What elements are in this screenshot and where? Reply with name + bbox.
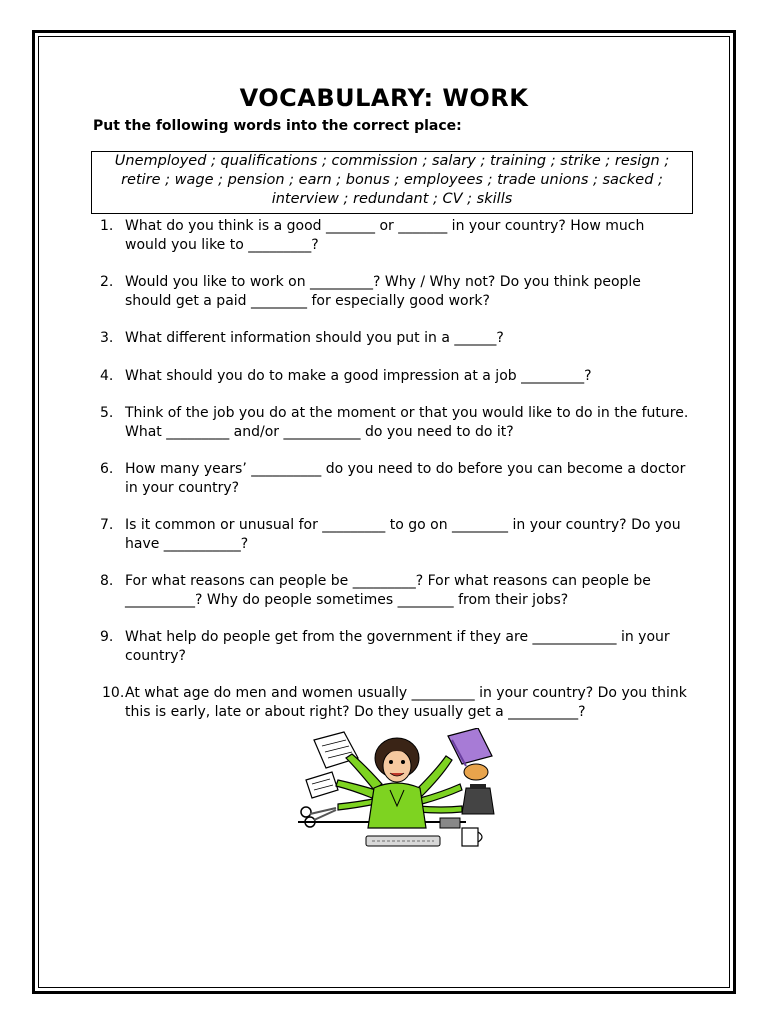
question-item	[100, 329, 690, 348]
question-text: What should you do to make a good impression at a job _________?	[125, 367, 592, 384]
page-title: VOCABULARY: WORK	[239, 84, 529, 112]
question-item	[100, 516, 690, 553]
question-number: 1.	[100, 218, 114, 234]
question-text: What different information should you put in a ______?	[125, 330, 504, 346]
cup-icon	[462, 828, 482, 846]
question-number: 6.	[100, 461, 114, 477]
keyboard-icon	[366, 836, 440, 846]
worker-head	[375, 738, 419, 782]
question-list	[100, 217, 690, 721]
question-item	[100, 217, 690, 254]
folder-icon	[448, 728, 492, 766]
phone-icon	[440, 818, 460, 828]
question-text: What help do people get from the government if they are ____________ in your country?	[125, 629, 670, 664]
question-number: 2.	[100, 274, 114, 290]
question-item	[100, 460, 690, 497]
question-number: 3.	[100, 330, 114, 346]
question-text: Think of the job you do at the moment or that you would like to do in the future. What _________ and/or ___________ do you need to do it?	[125, 405, 689, 440]
document-icon	[306, 772, 338, 798]
question-item	[100, 404, 690, 441]
question-item	[100, 684, 690, 721]
question-text: How many years’ __________ do you need to do before you can become a doctor in your country?	[125, 461, 686, 496]
question-number: 7.	[100, 517, 114, 533]
question-number: 5.	[100, 405, 114, 421]
question-text: Would you like to work on _________? Why / Why not? Do you think people should get a paid ________ for especially good work?	[125, 274, 641, 309]
question-item	[100, 367, 690, 386]
instruction-text: Put the following words into the correct place:	[93, 118, 462, 134]
question-text: At what age do men and women usually _________ in your country? Do you think this is early, late or about right? Do they usually get a __________?	[125, 685, 687, 720]
question-item	[100, 628, 690, 665]
question-item	[100, 572, 690, 609]
question-number: 4.	[100, 367, 114, 384]
question-text: What do you think is a good _______ or _______ in your country? How much would you like to _________?	[125, 218, 645, 253]
word-box-line: Unemployed ; qualifications ; commission ; salary ; training ; strike ; resign ;	[114, 153, 670, 169]
food-icon	[464, 764, 488, 780]
question-number: 8.	[100, 573, 114, 589]
question-text: Is it common or unusual for _________ to go on ________ in your country? Do you have ___________?	[125, 517, 681, 552]
question-text: For what reasons can people be _________? For what reasons can people be __________? Why do people sometimes ________ from their jobs?	[125, 573, 651, 608]
word-box-line: interview ; redundant ; CV ; skills	[271, 191, 513, 207]
coffee-pot-icon	[462, 784, 494, 814]
busy-office-worker-clipart	[296, 728, 506, 852]
question-item	[100, 273, 690, 310]
word-box-line: retire ; wage ; pension ; earn ; bonus ; employees ; trade unions ; sacked ;	[121, 172, 663, 188]
scissors-icon	[301, 807, 336, 827]
word-box	[91, 151, 693, 214]
question-number: 9.	[100, 629, 114, 645]
question-number: 10.	[102, 685, 125, 701]
